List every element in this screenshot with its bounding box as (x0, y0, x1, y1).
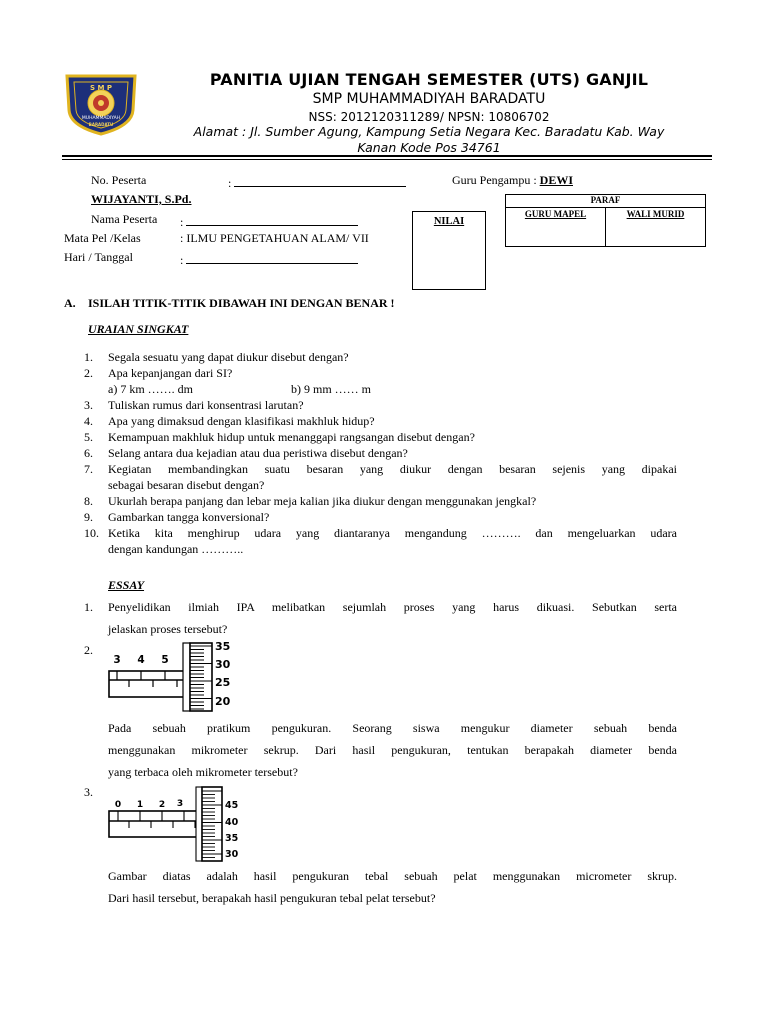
essay-title: ESSAY (108, 578, 145, 592)
no-peserta-colon: : (228, 176, 232, 190)
uraian-singkat-title: URAIAN SINGKAT (88, 322, 189, 336)
no-peserta-blank[interactable] (234, 173, 406, 187)
logo-text-top: S M P (89, 84, 113, 92)
nama-peserta-blank[interactable] (186, 212, 358, 226)
logo-text-bottom: BARADATU (88, 122, 114, 127)
essay-q2-number: 2. (84, 643, 93, 657)
school-nss: NSS: 2012120311289/ NPSN: 10806702 (308, 110, 550, 124)
micrometer-1-thimble-label-25: 25 (215, 676, 231, 689)
essay-q1-number: 1. (84, 600, 93, 614)
school-logo (62, 70, 140, 136)
q2-option-b: b) 9 mm …… m (291, 382, 371, 396)
school-address (165, 124, 693, 156)
micrometer-2-sleeve-label-3: 3 (176, 799, 184, 809)
micrometer-1-thimble-label-35: 35 (215, 641, 231, 653)
hari-label: Hari / Tanggal (64, 250, 133, 264)
micrometer-1-thimble-label-20: 20 (215, 695, 231, 708)
micrometer-2-sleeve-label-2: 2 (158, 800, 166, 810)
essay-q2-text: Pada sebuah pratikum pengukuran. Seorang siswa mengukur diameter sebuah benda menggunakan mikrometer sekrup. Dari hasil pengukuran, tentukan berapakah diameter benda yang terbaca oleh mikrometer tersebut? (108, 721, 677, 779)
micrometer-2-thimble-label-40: 40 (225, 817, 239, 828)
exam-committee-title: PANITIA UJIAN TENGAH SEMESTER (UTS) GANJIL (209, 70, 649, 89)
micrometer-1-sleeve-label-3: 3 (113, 654, 121, 666)
hari-colon: : (180, 253, 187, 267)
nilai-box[interactable] (412, 211, 486, 290)
guru-name-line2: WIJAYANTI, S.Pd. (91, 192, 192, 206)
guru-mapel-label: GURU MAPEL (524, 209, 587, 219)
section-a-letter: A. (64, 296, 76, 310)
paraf-header: PARAF (506, 195, 705, 208)
guru-name-line1: DEWI (539, 173, 573, 187)
short-question-3: 3. Tuliskan rumus dari konsentrasi larutan? (84, 398, 304, 412)
hari-field[interactable] (180, 250, 358, 268)
no-peserta-field[interactable] (228, 173, 406, 191)
micrometer-1 (108, 641, 260, 718)
micrometer-1-sleeve-label-4: 4 (137, 654, 145, 666)
address-line-2: Kanan Kode Pos 34761 (357, 140, 501, 155)
short-question-6: 6. Selang antara dua kejadian atau dua peristiwa disebut dengan? (84, 446, 408, 460)
short-question-9: 9. Gambarkan tangga konversional? (84, 510, 270, 524)
guru-mapel-cell[interactable] (506, 208, 605, 247)
micrometer-2 (108, 785, 244, 868)
short-question-8: 8. Ukurlah berapa panjang dan lebar meja kalian jika diukur dengan menggunakan jengkal? (84, 494, 537, 508)
header-rule (62, 155, 712, 157)
nama-peserta-label: Nama Peserta (91, 212, 158, 226)
address-line-1: Alamat : Jl. Sumber Agung, Kampung Setia Negara Kec. Baradatu Kab. Way (193, 124, 665, 139)
q2-option-a: a) 7 km ……. dm (108, 382, 193, 396)
short-question-1: 1. Segala sesuatu yang dapat diukur disebut dengan? (84, 350, 349, 364)
essay-q3-number: 3. (84, 785, 93, 799)
nilai-label: NILAI (433, 216, 465, 227)
mapel-value: : ILMU PENGETAHUAN ALAM/ VII (180, 231, 369, 245)
short-question-2: 2. Apa kepanjangan dari SI? (84, 366, 233, 380)
micrometer-1-sleeve-label-5: 5 (161, 654, 169, 666)
guru-pengampu (452, 173, 573, 188)
short-question-7: 7. Kegiatan membandingkan suatu besaran yang diukur dengan besaran sejenis yang dipakai sebagai besaran disebut dengan? (84, 462, 677, 492)
micrometer-2-sleeve-label-0: 0 (114, 800, 122, 810)
micrometer-2-thimble-label-35: 35 (225, 833, 239, 844)
section-a-title: ISILAH TITIK-TITIK DIBAWAH INI DENGAN BENAR ! (88, 296, 395, 310)
wali-murid-label: WALI MURID (626, 209, 685, 219)
essay-q1-text: Penyelidikan ilmiah IPA melibatkan sejumlah proses yang harus dikuasi. Sebutkan serta jelaskan proses tersebut? (108, 600, 677, 636)
short-question-4: 4. Apa yang dimaksud dengan klasifikasi makhluk hidup? (84, 414, 375, 428)
micrometer-2-thimble-edge (196, 787, 202, 861)
wali-murid-cell[interactable] (605, 208, 705, 247)
short-question-10: 10. Ketika kita menghirup udara yang diantaranya mengandung ………. dan mengeluarkan udara dengan kandungan ……….. (84, 526, 677, 556)
mapel-label: Mata Pel /Kelas (64, 231, 141, 245)
micrometer-1-thimble-edge (183, 643, 190, 711)
no-peserta-label: No. Peserta (91, 173, 147, 187)
short-question-5: 5. Kemampuan makhluk hidup untuk menanggapi rangsangan disebut dengan? (84, 430, 475, 444)
school-name: SMP MUHAMMADIYAH BARADATU (312, 91, 546, 107)
logo-text-mid: MUHAMMADIYAH (81, 116, 121, 121)
hari-blank[interactable] (186, 250, 358, 264)
guru-pengampu-label: Guru Pengampu : (452, 173, 537, 187)
nama-peserta-field[interactable] (180, 212, 358, 230)
micrometer-1-thimble-label-30: 30 (215, 658, 231, 671)
micrometer-2-sleeve-label-1: 1 (136, 800, 144, 810)
micrometer-2-thimble-label-30: 30 (225, 849, 239, 860)
header-rule-thin (62, 159, 712, 160)
micrometer-2-thimble-label-45: 45 (225, 800, 239, 811)
nama-colon: : (180, 215, 184, 229)
micrometer-1-sleeve (109, 671, 184, 697)
essay-q3-text: Gambar diatas adalah hasil pengukuran tebal sebuah pelat menggunakan micrometer skrup. Dari hasil tersebut, berapakah hasil pengukuran tebal pelat tersebut? (108, 869, 677, 905)
paraf-table (505, 194, 706, 247)
